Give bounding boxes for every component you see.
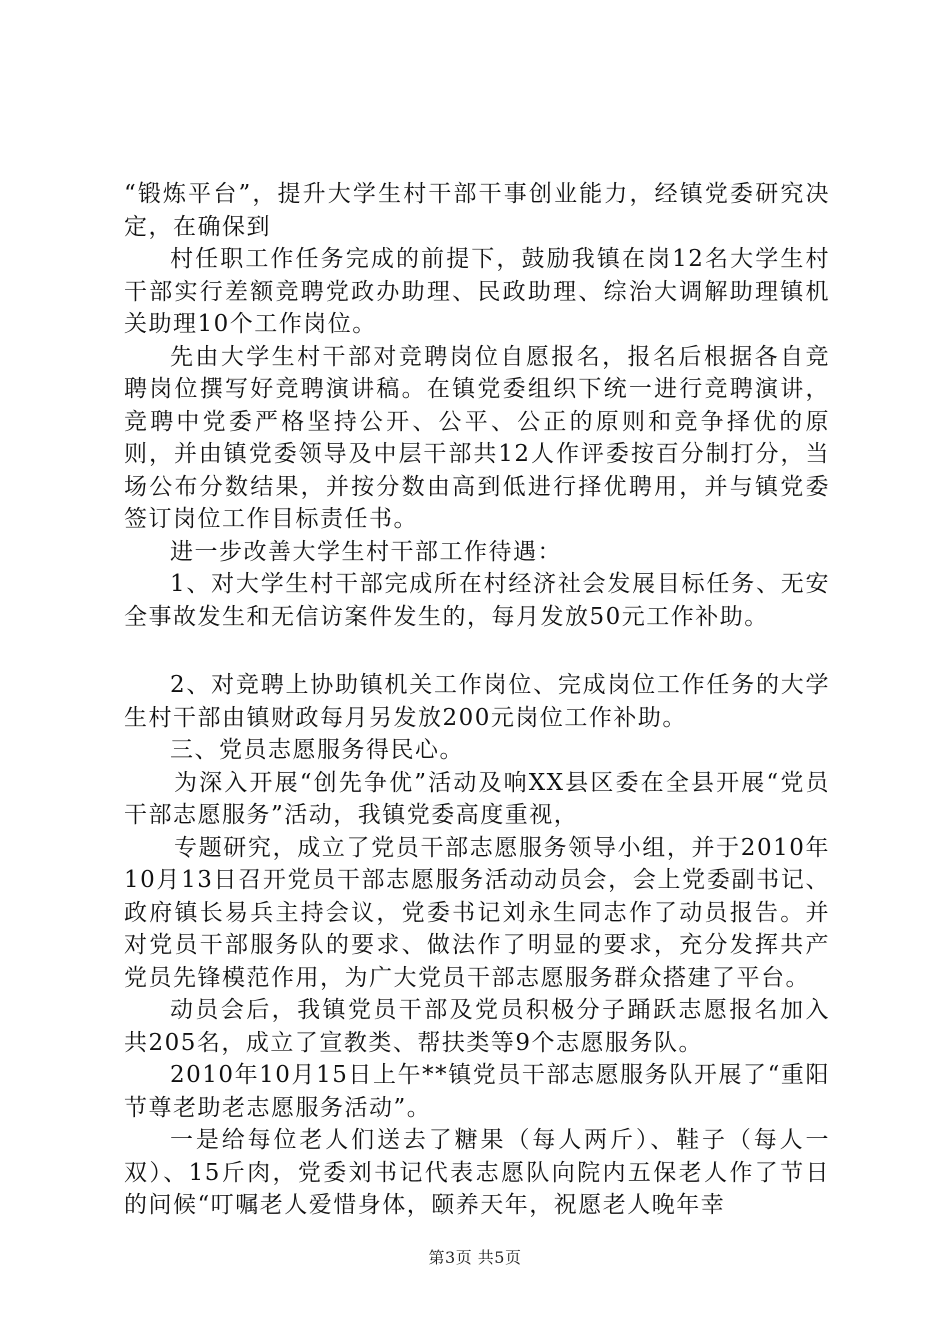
paragraph-gifts: 一是给每位老人们送去了糖果（每人两斤）、鞋子（每人一双）、15斤肉，党委刘书记代表志愿队向院内五保老人作了节日的问候“叮嘱老人爱惜身体，颐养天年，祝愿老人晚年幸	[124, 1127, 830, 1218]
paragraph-improve-benefits: 进一步改善大学生村干部工作待遇：	[170, 538, 562, 565]
paragraph-competition-process: 先由大学生村干部对竞聘岗位自愿报名，报名后根据各自竞聘岗位撰写好竞聘演讲稿。在镇党委组织下统一进行竞聘演讲，竞聘中党委严格坚持公开、公平、公正的原则和竞争择优的原则，并由镇党委领导及中层干部共12人作评委按百分制打分，当场公布分数结果，并按分数由高到低进行择优聘用，并与镇党委签订岗位工作目标责任书。	[124, 343, 830, 532]
paragraph-after-meeting: 动员会后，我镇党员干部及党员积极分子踊跃志愿报名加入共205名，成立了宣教类、帮扶类等9个志愿服务队。	[124, 997, 830, 1056]
paragraph-job-positions: 村任职工作任务完成的前提下，鼓励我镇在岗12名大学生村干部实行差额竞聘党政办助理、民政助理、综治大调解助理镇机关助理10个工作岗位。	[124, 246, 830, 337]
paragraph-benefit-2: 2、对竞聘上协助镇机关工作岗位、完成岗位工作任务的大学生村干部由镇财政每月另发放200元岗位工作补助。	[124, 672, 830, 731]
paragraph-study-meeting: 专题研究，成立了党员干部志愿服务领导小组，并于2010年10月13日召开党员干部志愿服务活动动员会，会上党委副书记、政府镇长易兵主持会议，党委书记刘永生同志作了动员报告。并对党员干部服务队的要求、做法作了明显的要求，充分发挥共产党员先锋模范作用，为广大党员干部志愿服务群众搭建了平台。	[124, 834, 830, 991]
paragraph-benefit-1: 1、对大学生村干部完成所在村经济社会发展目标任务、无安全事故发生和无信访案件发生的，每月发放50元工作补助。	[124, 571, 830, 630]
paragraph-chongyang-activity: 2010年10月15日上午**镇党员干部志愿服务队开展了“重阳节尊老助老志愿服务活动”。	[124, 1062, 830, 1121]
section-heading-volunteer: 三、党员志愿服务得民心。	[170, 737, 464, 763]
paragraph-continuation: “锻炼平台”，提升大学生村干部干事创业能力，经镇党委研究决定，在确保到	[124, 181, 830, 240]
page-number-footer: 第3页 共5页	[428, 1248, 522, 1267]
paragraph-volunteer-intro: 为深入开展“创先争优”活动及响XX县区委在全县开展“党员干部志愿服务”活动，我镇党委高度重视，	[124, 769, 830, 828]
document-body	[124, 178, 830, 1222]
